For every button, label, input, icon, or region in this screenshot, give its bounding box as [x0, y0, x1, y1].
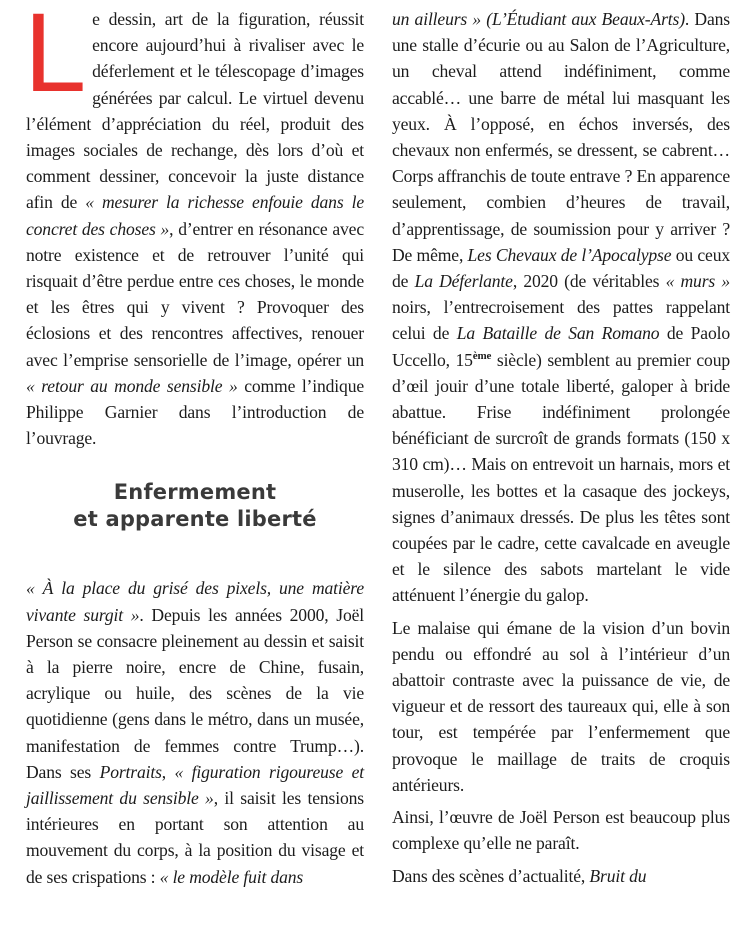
section-text-2: , il saisit les tensions intérieures en portant son attention au mouvement du corps, à la position du visage et de ses crispations :	[26, 788, 364, 887]
intro-text-2: , d’entrer en résonance avec notre existence et de retrouver l’unité qui risquait d’être perdue entre ces choses, le monde et les êtres qui y vivent ? Provoquer des éclosions et des rencontres affectives, renouer avec l’emprise sensorielle de l’image, opérer un	[26, 218, 365, 370]
quote-figuration: « figuration rigoureuse et jaillissement du sensible »	[26, 761, 364, 809]
title-portraits: Portraits	[99, 761, 162, 782]
section-paragraph	[26, 575, 364, 889]
section-text: . Depuis les années 2000, Joël Person se consacre pleinement au dessin et saisit à la pierre noire, encre de Chine, fusain, acrylique ou huile, des scènes de la vie quotidienne (gens dans le métro, dans un musée, manifestation de femmes contre Trump…). Dans ses	[26, 604, 364, 782]
drop-cap: L	[24, 0, 87, 115]
section-heading	[26, 479, 364, 533]
horses-text-4: noirs, l’entrecroisement des pattes rappelant celui de	[392, 297, 730, 344]
actualite-paragraph	[392, 863, 730, 889]
title-bruit: Bruit du	[589, 865, 647, 886]
title-deferlante: La Déferlante	[414, 271, 513, 292]
conclusion-paragraph: Ainsi, l’œuvre de Joël Person est beaucoup plus complexe qu’elle ne paraît.	[392, 807, 730, 854]
quote-retour: « retour au monde sensible »	[26, 375, 238, 396]
title-chevaux-apocalypse: Les Chevaux de l’Apocalypse	[467, 244, 672, 265]
title-bataille: La Bataille de San Romano	[456, 323, 660, 344]
intro-paragraph	[24, 0, 365, 451]
quote-mesurer: « mesurer la richesse enfouie dans le concret des choses »	[26, 192, 365, 239]
heading-line-2: et apparente liberté	[73, 507, 317, 532]
left-column	[24, 0, 365, 890]
separator-text: ,	[161, 761, 175, 782]
intro-text-3: comme l’indique Philippe Garnier dans l’introduction de l’ouvrage.	[26, 375, 364, 449]
horses-paragraph	[392, 6, 730, 609]
quote-murs: « murs »	[665, 271, 730, 292]
horses-text-6: siècle) semblent au premier coup d’œil jouir d’une totale liberté, galoper à bride abattue. Frise indéfiniment prolongée bénéficiant de surcroît de grands formats (150 x 310 cm)… Mais on entrevoit un harnais, mors et muserolle, les bottes et la casaque des jockeys, signes d’animaux dressés. De plus les têtes sont coupées par le cadre, cette cavalcade en aveugle et le silence des sabots martelant le vide atténuent l’énergie du galop.	[392, 349, 730, 606]
intro-text: e dessin, art de la figuration, réussit encore aujourd’hui à rivaliser avec le déferlement et le télescopage d’images générées par calcul. Le virtuel devenu l’élément d’appréciation du réel, produit des images sociales de rechange, dès lors d’où et comment dessiner, concevoir la juste distance afin de	[26, 9, 364, 213]
right-column	[392, 6, 730, 889]
horses-text: . Dans une stalle d’écurie ou au Salon de l’Agriculture, un cheval attend indéfiniment, comme accablé… une barre de métal lui masquant les yeux. À l’opposé, en échos inversés, des chevaux non enfermés, se dressent, se cabrent… Corps affranchis de toute entrave ? En apparence seulement, combien d’heures de travail, d’apprentissage, de soumission pour y arriver ? De même,	[392, 9, 730, 265]
horses-text-5: de Paolo Uccello, 15	[392, 323, 730, 370]
horses-text-3: , 2020 (de véritables	[512, 271, 666, 292]
quote-modele: « le modèle fuit dans	[159, 866, 304, 887]
horses-text-2: ou ceux de	[392, 244, 730, 292]
quote-pixels: « À la place du grisé des pixels, une matière vivante surgit »	[26, 578, 364, 625]
actualite-text: Dans des scènes d’actualité,	[392, 865, 590, 886]
heading-line-1: Enfermement	[113, 480, 277, 505]
quote-ailleurs: un ailleurs » (L’Étudiant aux Beaux-Arts)	[392, 9, 685, 29]
bovin-paragraph: Le malaise qui émane de la vision d’un bovin pendu ou effondré au sol à l’intérieur d’un abattoir contraste avec la puissance de vie, de vigueur et de ressort des taureaux qui, elle à son tour, est tempérée par l’enfermement que provoque le maillage de traits de croquis antérieurs.	[392, 617, 730, 795]
century-superscript: ème	[472, 349, 492, 362]
